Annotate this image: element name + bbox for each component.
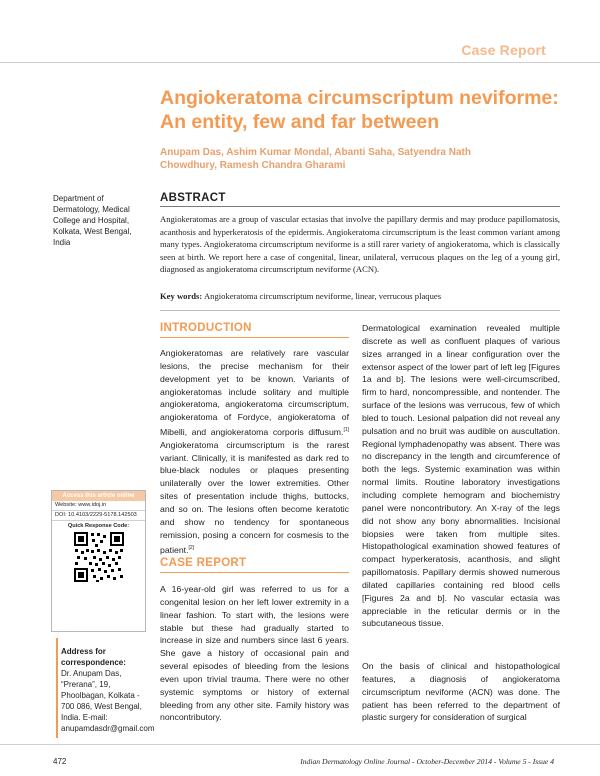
introduction-body: Angiokeratomas are relatively rare vascular lesions, the precise mechanism for their development yet to be known. Variants of angiokeratomas include solitary and multiple angiokeratoma, angiokeratoma circumscriptum, angiokeratoma of Fordyce, angiokeratoma of Mibelli, and angiokeratoma corporis diffusum. [160,348,349,437]
correspondence-text: Dr. Anupam Das, “Prerana”, 19, Phoolbagan, Kolkata - 700 086, West Bengal, India. E-mail: anupamdasdr@gmail.com [61,669,155,733]
citation-2: [2] [188,544,195,551]
introduction-heading: INTRODUCTION [160,322,252,334]
access-box [51,490,146,632]
case-report-heading: CASE REPORT [160,557,247,569]
abstract-text: Angiokeratomas are a group of vascular ectasias that involve the papillary dermis and may produce papillomatosis, acanthosis and hyperkeratosis of the epidermis. Angiokeratoma circumscriptum is the least common variant among many types. Angiokeratoma circumscriptum neviforme is a still rarer variety of angiokeratoma, which is classically seen at birth. We report here a case of congenital, linear, unilateral, verrucous plaques on the leg of a young girl, diagnosed as angiokeratoma circumscriptum neviforme (ACN). [160,214,560,275]
access-box-heading: Access this article online [52,491,145,501]
keywords-label: Key words: [160,291,203,301]
footer-rule [0,744,600,745]
right-column-paragraph-2: On the basis of clinical and histopathological features, a diagnosis of angiokeratoma circumscriptum neviforme (ACN) was done. The patient has been referred to the department of plastic surgery for consideration of surgical [362,661,560,723]
introduction-body-2: Angiokeratoma circumscriptum is the rarest variant. Clinically, it is manifested as dark red to blue-black nodules or plaques presenting unilaterally over the lower extremities. Other sites of presentation include thighs, buttocks, and so on. The lesions often become keratotic and show no tendency for spontaneous remission, posing a concern for cosmesis to the patient. [160,439,349,555]
keywords [160,290,560,302]
section-label: Case Report [461,42,546,58]
abstract-heading: ABSTRACT [160,192,226,204]
article-title: Angiokeratoma circumscriptum neviforme: An entity, few and far between [160,87,559,133]
correspondence [61,646,155,734]
introduction-text [160,347,349,556]
abstract-end-rule [160,310,560,311]
page-number: 472 [53,757,67,766]
article-authors: Anupam Das, Ashim Kumar Mondal, Abanti Saha, Satyendra Nath Chowdhury, Ramesh Chandra Gharami [160,147,471,171]
citation-1: [1] [343,427,349,434]
author-affiliation: Department of Dermatology, Medical College and Hospital, Kolkata, West Bengal, India [53,194,132,247]
case-report-text: A 16-year-old girl was referred to us for a congenital lesion on her left lower extremity in a linear fashion. To start with, the lesions were stable but these had gradually started to increase in size and numbers since last 6 years. She gave a history of occasional pain and several episodes of bleeding from the lesions even upon trivial trauma. There were no other systemic symptoms or history of external bleeding from any other site. Family history was noncontributory. [160,584,349,723]
introduction-rule [160,337,349,338]
qr-code-icon [73,531,125,583]
keywords-text: Angiokeratoma circumscriptum neviforme, linear, verrucous plaques [203,291,442,301]
website-link[interactable]: Website: www.idoj.in [52,501,145,511]
abstract-rule [160,206,560,207]
doi-link[interactable]: DOI: 10.4103/2229-5178.142503 [52,511,145,521]
qr-label: Quick Response Code: [67,523,130,529]
correspondence-heading: Address for correspondence: [61,647,126,667]
header-rule [0,62,600,63]
case-report-rule [160,572,349,573]
right-column-paragraph-1: Dermatological examination revealed multiple discrete as well as confluent plaques of various sizes arranged in a linear configuration over the extensor aspect of the lower part of left leg [Figures 1a and b]. The lesions were well-circumscribed, firm to hard, noncompressible, and nontender. The surface of the lesions was verrucous, few of which bled to touch. Lesional palpation did not reveal any pulsation and no bruit was audible on auscultation. Regional lymphadenopathy was absent. There was no discrepancy in the length and circumference of both the legs. Systemic examination was within normal limits. Routine laboratory investigations including complete hemogram and biochemistry panel were noncontributory. An X-ray of the legs did not show any bony abnormalities. Incisional biopsies were taken from multiple sites. Histopathological examination showed features of compact hyperkeratosis, acanthosis, and slight papillomatosis. Papillary dermis showed numerous dilated capillaries containing red blood cells [Figures 2a and b]. No vascular ectasia was appreciable in the reticular dermis or in the subcutaneous tissue. [362,323,560,629]
correspondence-accent [56,638,58,738]
journal-footer: Indian Dermatology Online Journal - October-December 2014 - Volume 5 - Issue 4 [300,757,554,766]
